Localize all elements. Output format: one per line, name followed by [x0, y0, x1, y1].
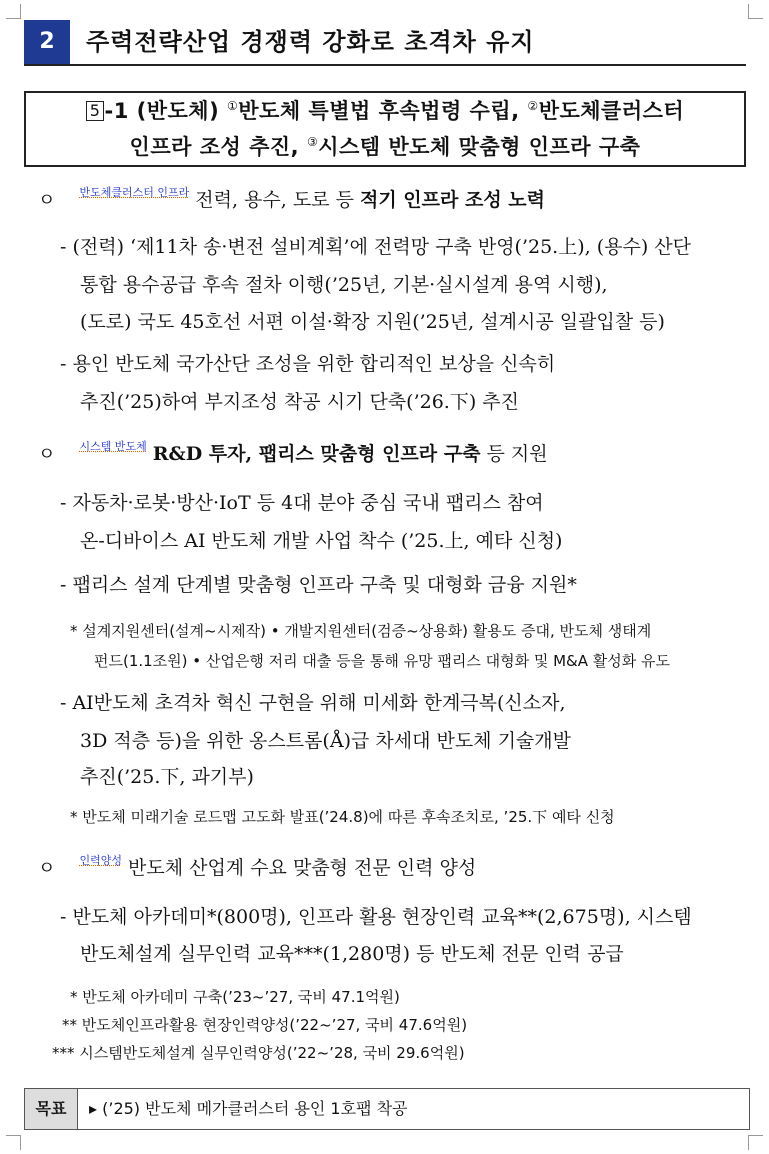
topic-tag: 반도체클러스터 인프라	[79, 186, 190, 199]
section-title: 주력전략산업 경쟁력 강화로 초격차 유지	[86, 28, 535, 56]
subsection-title-box: 5 -1 (반도체) ①반도체 특별법 후속법령 수립, ②반도체클러스터 인프라 조성 추진, ③시스템 반도체 맞춤형 인프라 구축	[24, 91, 746, 167]
page-corner-mark	[748, 4, 763, 19]
section-header	[24, 20, 746, 66]
detail-line: 반도체설계 실무인력 교육***(1,280명) 등 반도체 전문 인력 공급	[80, 943, 624, 965]
detail-line: - (전력) ‘제11차 송·변전 설비계획’에 전력망 구축 반영(’25.上), (용수) 산단	[60, 236, 691, 258]
detail-line: 3D 적층 등)을 위한 옹스트롬(Å)급 차세대 반도체 기술개발	[80, 730, 571, 752]
detail-line: - 용인 반도체 국가산단 조성을 위한 합리적인 보상을 신속히	[60, 353, 556, 375]
page-corner-mark	[6, 4, 21, 19]
page-corner-mark	[748, 1135, 763, 1150]
goal-label: 목표	[25, 1089, 78, 1129]
detail-line: - 자동차·로봇·방산·IoT 등 4대 분야 중심 국내 팹리스 참여	[60, 492, 544, 514]
detail-line: 온-디바이스 AI 반도체 개발 사업 착수 (’25.上, 예타 신청)	[80, 530, 563, 552]
goal-box	[24, 1088, 750, 1130]
detail-line: 추진(’25)하여 부지조성 착공 시기 단축(’26.下) 추진	[80, 391, 519, 413]
subsection-number: 5	[86, 101, 105, 121]
detail-line: - 팹리스 설계 단계별 맞춤형 인프라 구축 및 대형화 금융 지원*	[60, 574, 577, 596]
detail-line: 통합 용수공급 후속 절차 이행(’25년, 기본·실시설계 용역 시행),	[80, 274, 608, 296]
footnote: ** 반도체인프라활용 현장인력양성(’22~’27, 국비 47.6억원)	[62, 1016, 468, 1034]
detail-line: - 반도체 아카데미*(800명), 인프라 활용 현장인력 교육**(2,675명), 시스템	[60, 906, 692, 928]
footnote: * 반도체 아카데미 구축(’23~’27, 국비 47.1억원)	[70, 988, 400, 1006]
goal-text: ▸ (’25) 반도체 메가클러스터 용인 1호팹 착공	[89, 1099, 408, 1118]
detail-line: (도로) 국도 45호선 서편 이설·확장 지원(’25년, 설계시공 일괄입찰 등)	[80, 311, 665, 333]
footnote: * 반도체 미래기술 로드맵 고도화 발표(’24.8)에 따른 후속조치로, ’25.下 예타 신청	[70, 808, 615, 826]
topic-tag: 시스템 반도체	[79, 440, 147, 453]
bullet-item: ㅇ $^{반도체클러스터 인프라}$ 전력, 용수, 도로 등 적기 인프라 조성 노력	[38, 186, 545, 211]
detail-line: 추진(’25.下, 과기부)	[80, 766, 254, 788]
bullet-item: ㅇ $^{인력양성}$ 반도체 산업계 수요 맞춤형 전문 인력 양성	[38, 854, 477, 879]
topic-tag: 인력양성	[79, 854, 122, 867]
footnote: * 설계지원센터(설계~시제작) • 개발지원센터(검증~상용화) 활용도 증대, 반도체 생태계	[70, 622, 652, 640]
bullet-item: ㅇ $^{시스템 반도체}$ R&D 투자, 팹리스 맞춤형 인프라 구축 등 지원	[38, 440, 548, 465]
section-number-badge: 2	[24, 20, 70, 64]
footnote: *** 시스템반도체설계 실무인력양성(’22~’28, 국비 29.6억원)	[52, 1044, 465, 1062]
detail-line: - AI반도체 초격차 혁신 구현을 위해 미세화 한계극복(신소자,	[60, 692, 566, 714]
footnote: 펀드(1.1조원) • 산업은행 저리 대출 등을 통해 유망 팹리스 대형화 및 M&A 활성화 유도	[94, 652, 670, 670]
page-corner-mark	[6, 1135, 21, 1150]
